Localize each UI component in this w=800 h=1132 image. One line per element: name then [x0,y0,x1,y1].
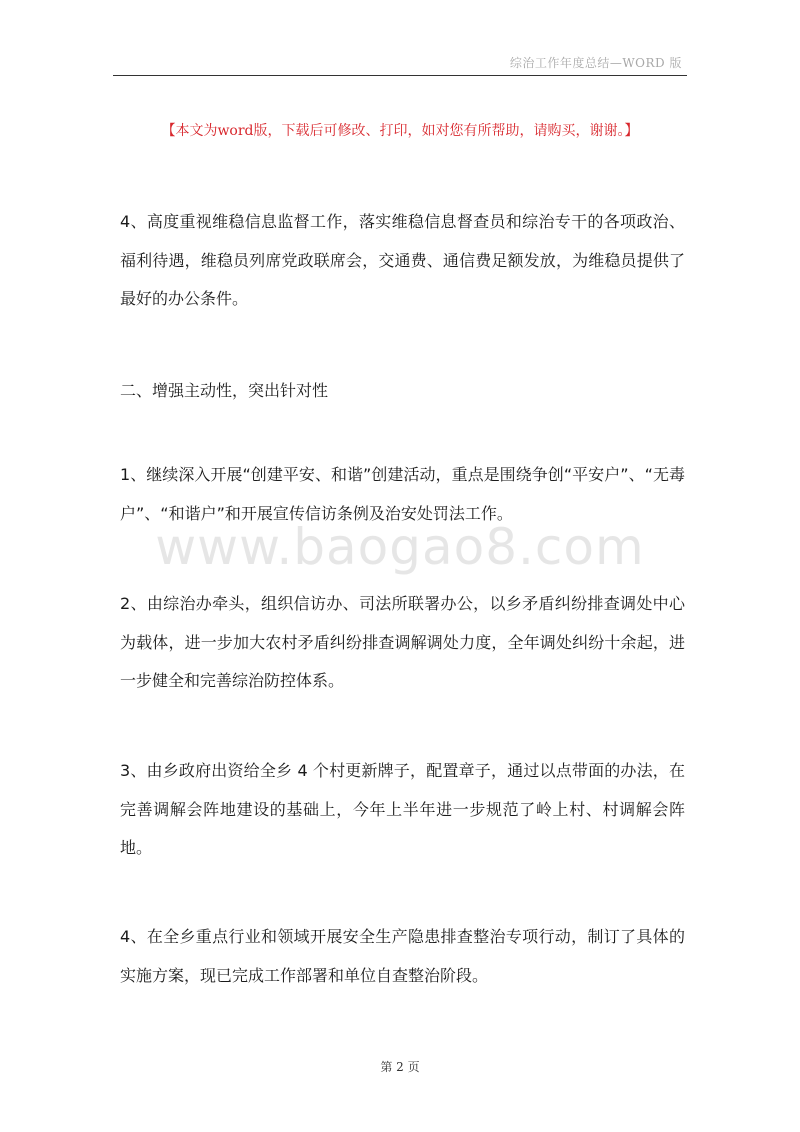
page-number: 第 2 页 [380,1060,420,1074]
watermark: www.baogao8.com [155,518,645,576]
header-title: 综治工作年度总结—WORD 版 [509,56,682,70]
paragraph-item-2: 2、由综治办牵头，组织信访办、司法所联署办公，以乡矛盾纠纷排查调处中心为载体，进一步加大农村矛盾纠纷排查调解调处力度，全年调处纠纷十余起，进一步健全和完善综治防控体系。 [120,594,685,690]
section-heading: 二、增强主动性，突出针对性 [120,381,329,400]
header-divider [113,75,687,76]
paragraph-item-4-stability-info: 4、高度重视维稳信息监督工作，落实维稳信息督查员和综治专干的各项政治、福利待遇，维稳员列席党政联席会，交通费、通信费足额发放，为维稳员提供了最好的办公条件。 [120,212,685,308]
purchase-notice: 【本文为word版，下载后可修改、打印，如对您有所帮助，请购买，谢谢。】 [161,123,639,139]
paragraph-item-3: 3、由乡政府出资给全乡 4 个村更新牌子，配置章子，通过以点带面的办法，在完善调解会阵地建设的基础上，今年上半年进一步规范了岭上村、村调解会阵地。 [120,761,685,857]
paragraph-item-4-safety: 4、在全乡重点行业和领域开展安全生产隐患排查整治专项行动，制订了具体的实施方案，现已完成工作部署和单位自查整治阶段。 [120,927,685,985]
paragraph-item-1: 1、继续深入开展“创建平安、和谐”创建活动，重点是围绕争创“平安户”、“无毒户”、“和谐户”和开展宣传信访条例及治安处罚法工作。 [120,465,685,523]
